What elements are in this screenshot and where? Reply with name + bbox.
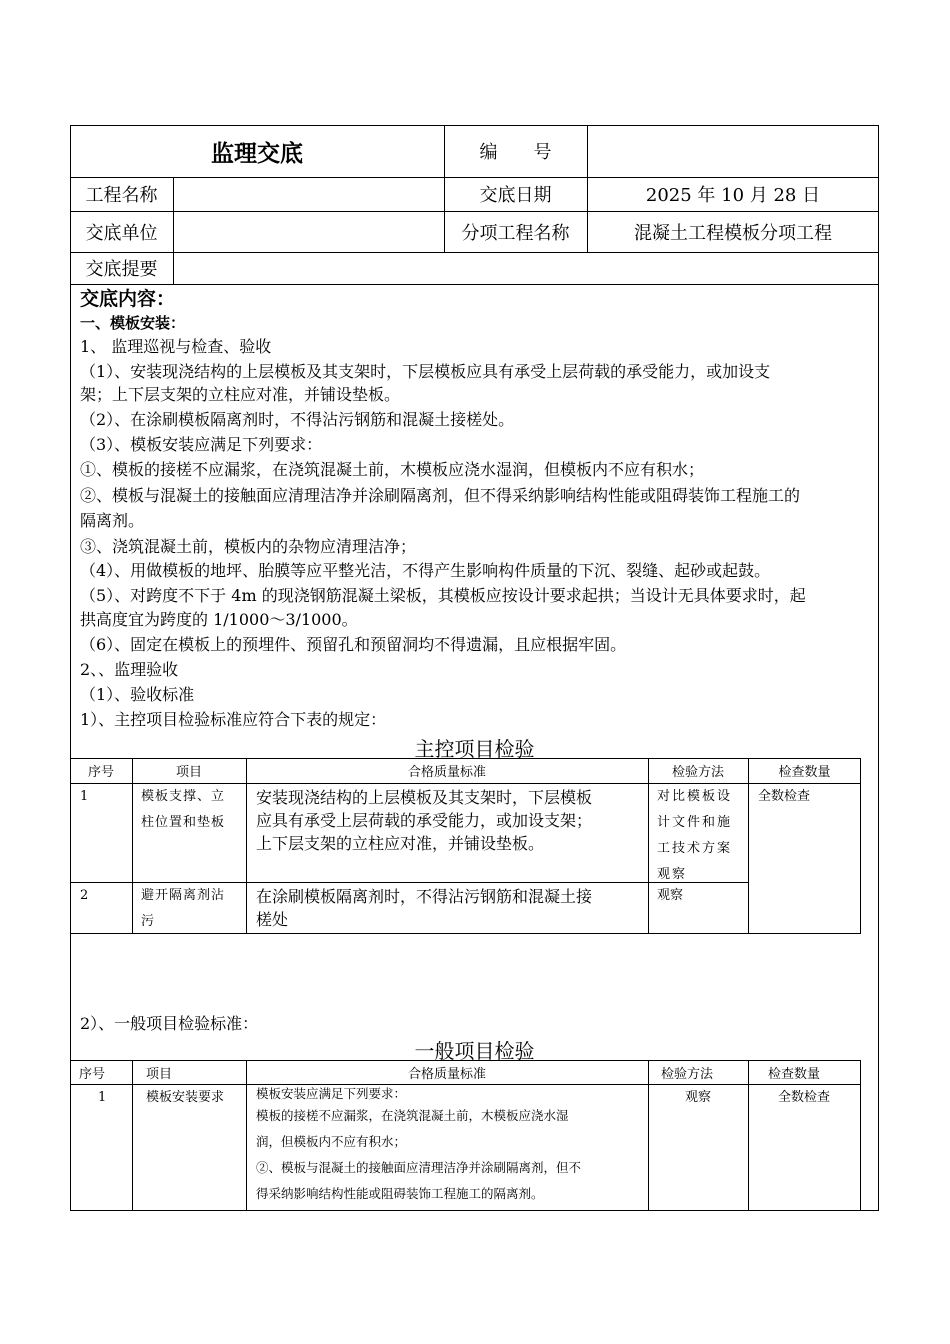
content-line: （6）、固定在模板上的预埋件、预留孔和预留洞均不得遗漏，且应根据牢固。 <box>80 635 627 654</box>
project-name-label: 工程名称 <box>85 185 158 206</box>
standard-line: 上下层支架的立柱应对准，并铺设垫板。 <box>256 834 545 853</box>
method-line: 对比模板设 <box>657 789 733 804</box>
number-value <box>587 125 879 177</box>
main-table-rule <box>246 758 247 934</box>
unit-value <box>173 211 444 252</box>
summary-value <box>180 252 870 284</box>
item-line: 模板支撑、立 <box>141 789 226 804</box>
row-number: 1 <box>80 789 89 804</box>
content-line: 2、、监理验收 <box>80 660 179 679</box>
summary-label: 交底提要 <box>85 259 158 280</box>
column-header: 检验方法 <box>671 765 724 780</box>
standard-cell <box>256 786 646 855</box>
method-cell <box>657 883 683 909</box>
method-cell: 观察 <box>685 1090 712 1105</box>
content-line: 拱高度宜为跨度的 1/1000～3/1000。 <box>80 610 358 629</box>
item-line: 污 <box>141 914 156 929</box>
row-number: 1 <box>98 1090 107 1105</box>
standard-line: 应具有承受上层荷载的承受能力，或加设支架； <box>256 811 593 830</box>
page-title: 监理交底 <box>211 140 303 167</box>
method-line: 计文件和施 <box>657 815 733 830</box>
standard-line: 模板安装应满足下列要求： <box>256 1086 407 1101</box>
column-header: 检验方法 <box>660 1066 713 1082</box>
content-line: ③、浇筑混凝土前，模板内的杂物应清理洁净； <box>80 537 417 556</box>
date-value: 2025 年 10 月 28 日 <box>645 185 821 206</box>
content-line: 隔离剂。 <box>80 511 145 530</box>
row-number: 2 <box>80 888 89 903</box>
method-cell <box>657 784 747 888</box>
content-line: （4）、用做模板的地坪、胎膜等应平整光洁，不得产生影响构件质量的下沉、裂缝、起砂或起鼓。 <box>80 561 771 580</box>
column-header: 序号 <box>87 765 114 780</box>
column-header: 序号 <box>78 1066 105 1082</box>
date-label: 交底日期 <box>479 185 552 206</box>
section-heading: 一、模板安装： <box>80 314 186 332</box>
content-line: 架；上下层支架的立柱应对准，并铺设垫板。 <box>80 385 401 404</box>
content-line: （1）、验收标准 <box>80 685 195 704</box>
standard-line: 得采纳影响结构性能或阻碍装饰工程施工的隔离剂。 <box>256 1186 544 1201</box>
column-header: 项目 <box>145 1066 172 1082</box>
standard-cell <box>256 885 646 931</box>
content-line: 1）、主控项目检验标准应符合下表的规定： <box>80 710 387 729</box>
standard-line: 在涂刷模板隔离剂时，不得沾污钢筋和混凝土接 <box>256 887 593 906</box>
column-header: 项目 <box>175 765 202 780</box>
standard-line: 润，但模板内不应有积水； <box>256 1134 407 1149</box>
column-header: 检查数量 <box>767 1066 820 1082</box>
main-table-rule <box>748 758 749 934</box>
content-heading: 交底内容： <box>80 288 176 310</box>
project-name-value <box>173 177 444 211</box>
general-intro: 2）、一般项目检验标准： <box>80 1014 259 1033</box>
content-line: （3）、模板安装应满足下列要求： <box>80 435 323 454</box>
standard-line: ②、模板与混凝土的接触面应清理洁净并涂刷隔离剂，但不 <box>256 1160 582 1175</box>
main-table-rule <box>648 758 649 934</box>
number-label: 编 号 <box>479 142 552 163</box>
item-line: 避开隔离剂沾 <box>141 888 226 903</box>
column-header: 检查数量 <box>778 765 831 780</box>
sub-project-label: 分项工程名称 <box>461 222 570 244</box>
main-table-rule <box>132 758 133 934</box>
item-cell <box>141 883 241 935</box>
standard-line: 模板的接槎不应漏浆，在浇筑混凝土前，木模板应浇水湿 <box>256 1108 569 1123</box>
content-line: （2）、在涂刷模板隔离剂时，不得沾污钢筋和混凝土接槎处。 <box>80 410 515 429</box>
content-line: （1）、安装现浇结构的上层模板及其支架时，下层模板应具有承受上层荷载的承受能力，或加设支 <box>80 362 771 381</box>
item-cell: 模板安装要求 <box>146 1090 225 1105</box>
content-line: ①、模板的接槎不应漏浆，在浇筑混凝土前，木模板应浇水湿润，但模板内不应有积水； <box>80 460 705 479</box>
item-line: 柱位置和垫板 <box>141 815 226 830</box>
method-line: 观察 <box>657 867 688 882</box>
column-header: 合格质量标准 <box>407 765 486 780</box>
content-line: 1、 监理巡视与检查、验收 <box>80 337 272 356</box>
header-divider <box>70 284 879 285</box>
content-line: ②、模板与混凝土的接触面应清理洁净并涂刷隔离剂，但不得采纳影响结构性能或阻碍装饰工程施工的 <box>80 486 801 505</box>
general-table-title: 一般项目检验 <box>414 1039 535 1063</box>
sub-project-value: 混凝土工程模板分项工程 <box>634 222 832 244</box>
item-cell <box>141 784 241 836</box>
quantity-cell: 全数检查 <box>778 1090 831 1105</box>
method-line: 观察 <box>657 888 684 903</box>
quantity-cell: 全数检查 <box>758 789 811 804</box>
method-line: 工技术方案 <box>657 841 733 856</box>
standard-line: 槎处 <box>256 910 289 929</box>
unit-label: 交底单位 <box>85 222 158 244</box>
content-line: （5）、对跨度不下于 4m 的现浇钢筋混凝土梁板，其模板应按设计要求起拱；当设计无具体要求时，起 <box>80 586 806 605</box>
main-table-title: 主控项目检验 <box>414 737 535 761</box>
standard-line: 安装现浇结构的上层模板及其支架时，下层模板 <box>256 788 593 807</box>
standard-cell <box>256 1085 646 1207</box>
column-header: 合格质量标准 <box>407 1066 486 1082</box>
